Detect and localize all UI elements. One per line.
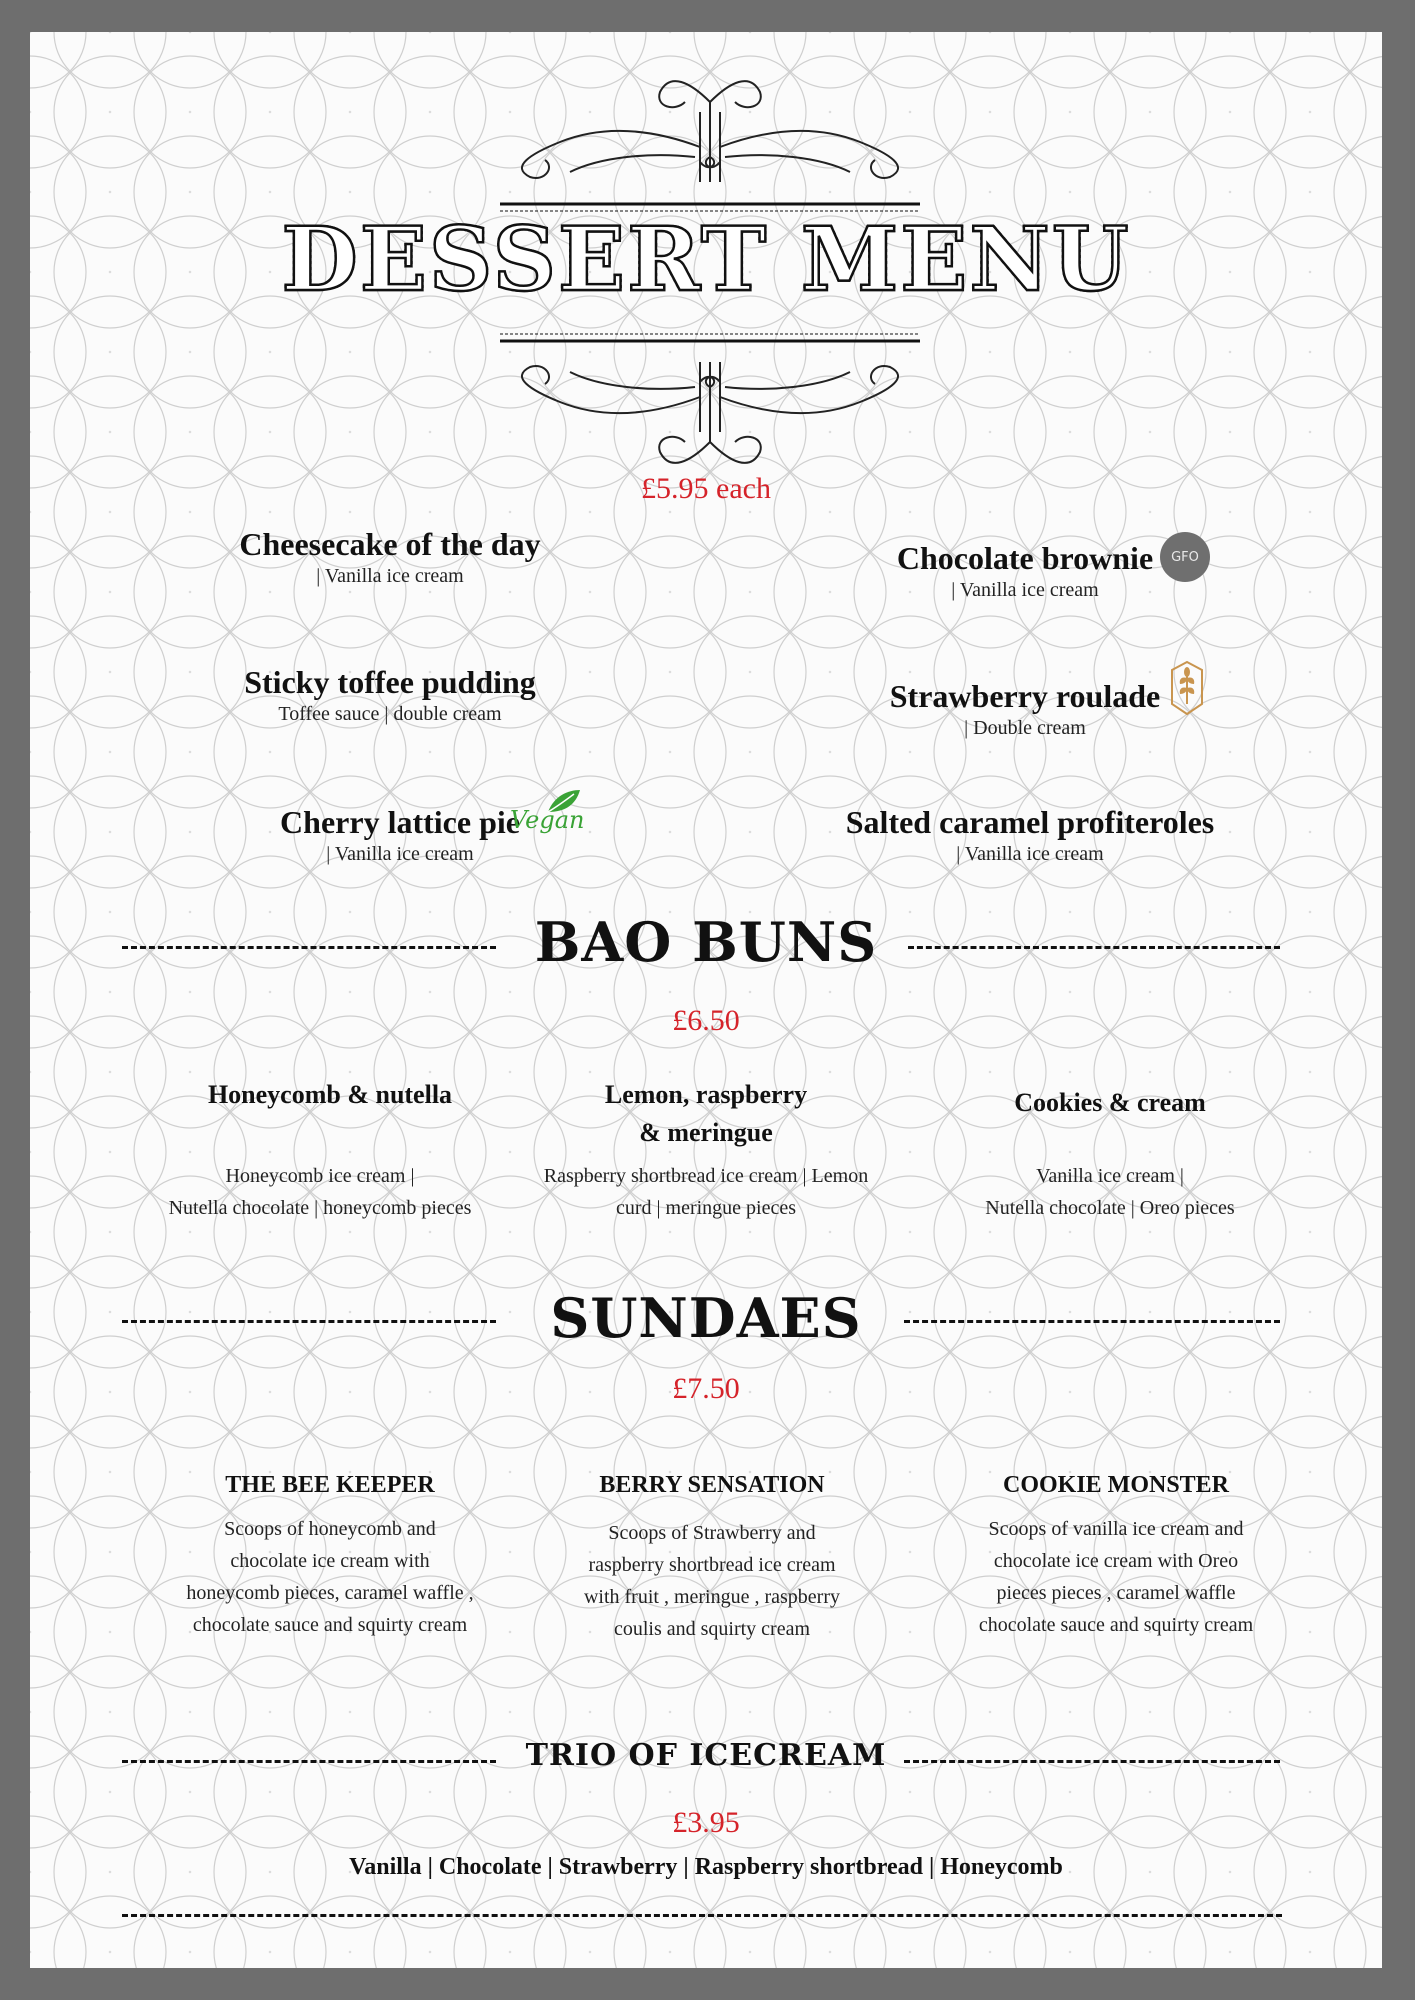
section-divider-right	[904, 1320, 1280, 1323]
bao-name: Honeycomb & nutella	[207, 1080, 453, 1109]
vegan-label: Vegan	[510, 806, 585, 834]
section-divider-left	[122, 946, 496, 949]
dessert-item	[770, 804, 1290, 866]
bottom-divider	[122, 1914, 1282, 1917]
dessert-desc: | Vanilla ice cream	[316, 565, 464, 587]
sundae-desc: coulis and squirty cream	[613, 1618, 811, 1640]
sundae-item	[512, 1472, 912, 1645]
sundaes-price: £7.50	[672, 1372, 740, 1405]
bao-desc: curd | meringue pieces	[615, 1197, 797, 1219]
dessert-item	[170, 664, 610, 726]
section-divider-left	[122, 1760, 496, 1763]
sundae-item	[130, 1472, 530, 1641]
dessert-desc: | Vanilla ice cream	[956, 843, 1104, 865]
bao-name: Cookies & cream	[1014, 1088, 1206, 1117]
sundae-desc: chocolate sauce and squirty cream	[192, 1614, 468, 1636]
sundae-name: BERRY SENSATION	[599, 1472, 825, 1498]
dessert-desc: Toffee sauce | double cream	[278, 703, 502, 725]
bottom-flourish-ornament	[500, 332, 920, 482]
section-divider-left	[122, 1320, 496, 1323]
trio-price: £3.95	[672, 1806, 740, 1839]
sundae-desc: with fruit , meringue , raspberry	[583, 1586, 841, 1608]
sundae-desc: chocolate ice cream with Oreo	[993, 1550, 1239, 1572]
sundae-desc: Scoops of vanilla ice cream and	[988, 1518, 1244, 1540]
bao-price: £6.50	[672, 1004, 740, 1037]
sundae-name: THE BEE KEEPER	[225, 1472, 435, 1498]
sundae-desc: chocolate sauce and squirty cream	[978, 1614, 1254, 1636]
sundaes-section-title: SUNDAES	[550, 1286, 862, 1350]
bao-desc: Honeycomb ice cream |	[225, 1165, 415, 1187]
section-divider-right	[908, 946, 1280, 949]
gfo-badge-icon: GFO	[1160, 532, 1210, 582]
page-title: DESSERT MENU	[30, 207, 1382, 311]
section-divider-right	[904, 1760, 1280, 1763]
dessert-name: Sticky toffee pudding	[244, 664, 536, 700]
sundae-desc: raspberry shortbread ice cream	[588, 1554, 836, 1576]
dessert-name: Cheesecake of the day	[239, 526, 541, 562]
bao-item	[130, 1076, 530, 1114]
sundae-desc: Scoops of Strawberry and	[608, 1522, 816, 1544]
background-pattern	[30, 32, 1382, 1968]
dessert-name: Chocolate brownie	[896, 540, 1154, 576]
bao-section-title: BAO BUNS	[534, 910, 878, 974]
dessert-name: Strawberry roulade	[889, 678, 1161, 714]
bao-item	[910, 1084, 1310, 1122]
dessert-item	[170, 526, 610, 588]
sundae-desc: chocolate ice cream with	[230, 1550, 430, 1572]
sundae-item	[906, 1472, 1326, 1641]
dessert-desc: | Double cream	[964, 717, 1086, 739]
trio-flavours: Vanilla | Chocolate | Strawberry | Raspberry shortbread | Honeycomb	[349, 1854, 1063, 1880]
bao-desc: Nutella chocolate | honeycomb pieces	[168, 1197, 472, 1219]
vegan-leaf-icon	[508, 784, 588, 840]
bao-name: & meringue	[639, 1118, 773, 1147]
trio-section-title: TRIO OF ICECREAM	[525, 1738, 887, 1773]
dessert-name: Salted caramel profiteroles	[845, 804, 1215, 840]
bao-item	[506, 1076, 906, 1152]
top-flourish-ornament	[500, 62, 920, 212]
sundae-desc: Scoops of honeycomb and	[224, 1518, 436, 1540]
sundae-desc: pieces pieces , caramel waffle	[996, 1582, 1236, 1604]
bao-desc: Raspberry shortbread ice cream | Lemon	[543, 1165, 869, 1187]
menu-page	[30, 32, 1382, 1968]
bao-desc-block	[506, 1160, 906, 1224]
gluten-free-wheat-icon	[1170, 660, 1204, 716]
bao-desc-block	[910, 1160, 1310, 1224]
bao-name: Lemon, raspberry	[604, 1080, 808, 1109]
desserts-price: £5.95 each	[641, 472, 771, 505]
dessert-desc: | Vanilla ice cream	[951, 579, 1099, 601]
dessert-name: Cherry lattice pie	[280, 804, 520, 840]
sundae-name: COOKIE MONSTER	[1002, 1472, 1230, 1498]
bao-desc: Nutella chocolate | Oreo pieces	[985, 1197, 1235, 1219]
bao-desc-block	[110, 1160, 530, 1224]
bao-desc: Vanilla ice cream |	[1036, 1165, 1184, 1187]
dessert-desc: | Vanilla ice cream	[326, 843, 474, 865]
sundae-desc: honeycomb pieces, caramel waffle ,	[186, 1582, 474, 1604]
